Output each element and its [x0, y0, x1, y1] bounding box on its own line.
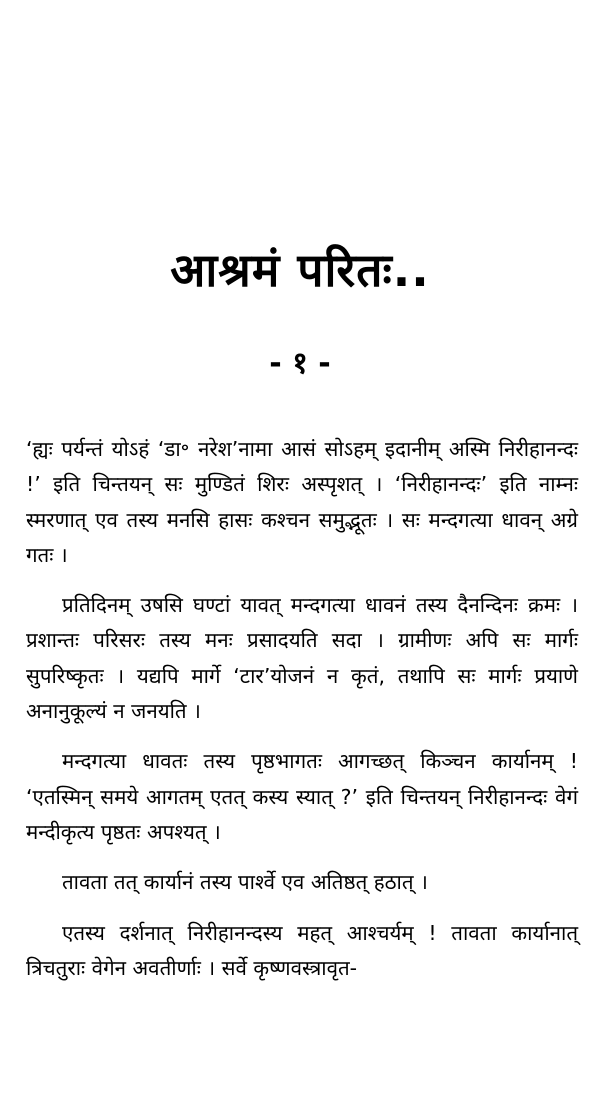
paragraph-4: तावता तत् कार्यानं तस्य पार्श्वे एव अतिष्ठत् हठात् ।	[62, 870, 428, 895]
section-number: - १ -	[269, 346, 331, 381]
body-text	[26, 432, 578, 1001]
paragraph-2: प्रतिदिनम् उषसि घण्टां यावत् मन्दगत्या धावनं तस्य दैनन्दिनः क्रमः । प्रशान्तः परिसरः तस्य मनः प्रसादयति सदा । ग्रामीणः अपि सः मार्गः सुपरिष्कृतः । यद्यपि मार्गे ‘टार’योजनं न कृतं, तथापि सः मार्गः प्रयाणे अनानुकूल्यं न जनयति ।	[26, 593, 578, 724]
paragraph-1: ‘ह्यः पर्यन्तं योऽहं ‘डा॰ नरेश’नामा आसं सोऽहम् इदानीम् अस्मि निरीहानन्दः !’ इति चिन्तयन् सः मुण्डितं शिरः अस्पृशत् । ‘निरीहानन्दः’ इति नाम्नः स्मरणात् एव तस्य मनसि हासः कश्चन समुद्भूतः । सः मन्दगत्या धावन् अग्रे गतः ।	[26, 437, 578, 567]
chapter-title: आश्रमं परितः..	[170, 243, 430, 297]
paragraph-3: मन्दगत्या धावतः तस्य पृष्ठभागतः आगच्छत् किञ्चन कार्यानम् ! ‘एतस्मिन् समये आगतम् एतत् कस्य स्यात् ?’ इति चिन्तयन् निरीहानन्दः वेगं मन्दीकृत्य पृष्ठतः अपश्यत् ।	[26, 749, 578, 844]
paragraph-5: एतस्य दर्शनात् निरीहानन्दस्य महत् आश्चर्यम् ! तावता कार्यानात् त्रिचतुराः वेगेन अवतीर्णाः । सर्वे कृष्णवस्त्रावृत-	[26, 920, 578, 980]
